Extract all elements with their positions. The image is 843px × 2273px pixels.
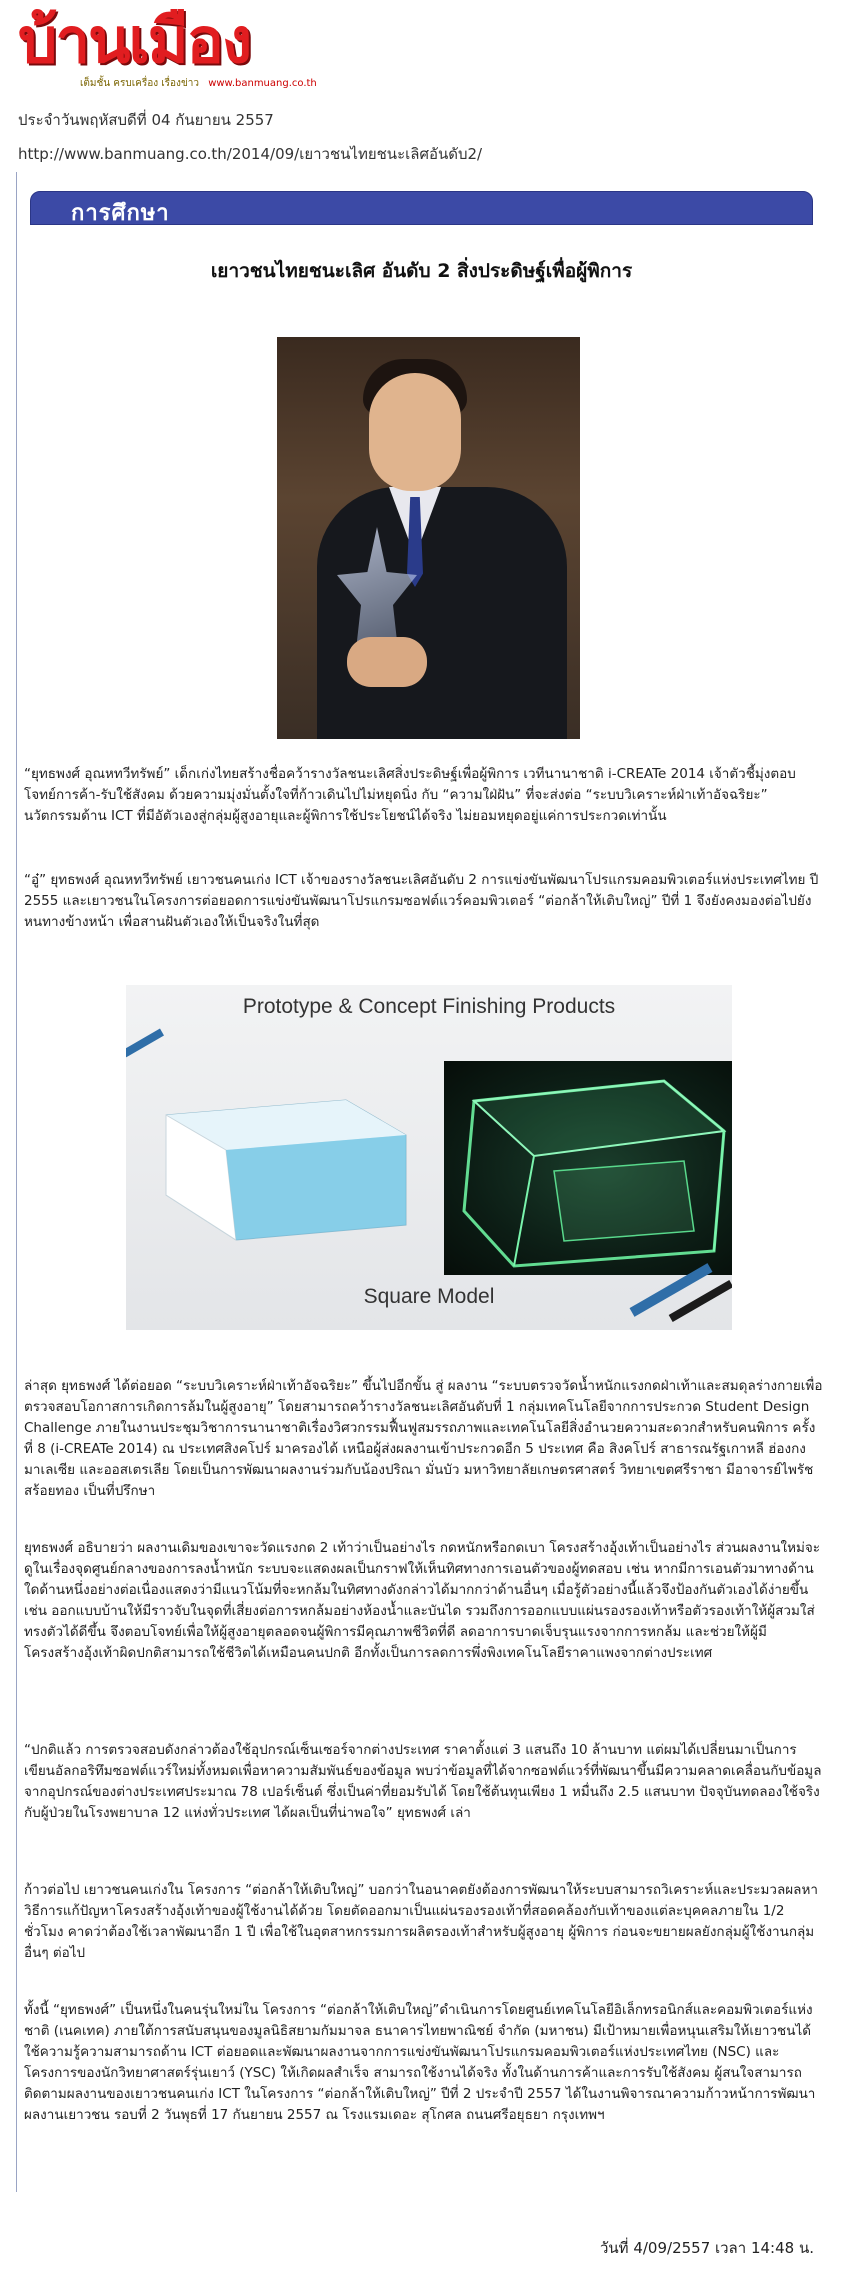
publish-timestamp: วันที่ 4/09/2557 เวลา 14:48 น. [600, 2239, 814, 2257]
section-header [30, 191, 813, 225]
article-paragraph-1: “ยุทธพงศ์ อุณหทวีทรัพย์” เด็กเก่งไทยสร้างชื่อคว้ารางวัลชนะเลิศสิ่งประดิษฐ์เพื่อผู้พิการ เวทีนานาชาติ i-CREATe 2014 เจ้าตัวชี้มุ่งตอบโจทย์การค้า-รับใช้สังคม ด้วยความมุ่งมั่นตั้งใจที่ก้าวเดินไปไม่หยุดนิ่ง กับ “ความใฝ่ฝัน” ที่จะส่งต่อ “ระบบวิเคราะห์ฝ่าเท้าอัจฉริยะ” นวัตกรรมด้าน ICT ที่มีอัตัวเองสู่กลุ่มผู้สูงอายุและผู้พิการใช้ประโยชน์ได้จริง ไม่ยอมหยุดอยู่แค่การประกวดเท่านั้น [24, 766, 796, 824]
article-paragraph-3: ล่าสุด ยุทธพงศ์ ได้ต่อยอด “ระบบวิเคราะห์ฝ่าเท้าอัจฉริยะ” ขึ้นไปอีกขั้น สู่ ผลงาน “ระบบตรวจวัดน้ำหนักแรงกดฝ่าเท้าและสมดุลร่างกายเพื่อตรวจสอบโอกาสการเกิดการล้มในผู้สูงอายุ” โดยสามารถคว้ารางวัลชนะเลิศอันดับที่ 1 กลุ่มเทคโนโลยีจากการประกวด Student Design Challenge ภายในงานประชุมวิชาการนานาชาติเรื่องวิศวกรรมฟื้นฟูสมรรถภาพและเทคโนโลยีสิ่งอำนวยความสะดวกสำหรับคนพิการ ครั้งที่ 8 (i-CREATe 2014) ณ ประเทศสิงคโปร์ มาครองได้ เหนือผู้ส่งผลงานเข้าประกวดอีก 5 ประเทศ คือ สิงคโปร์ สาธารณรัฐเกาหลี ฮ่องกง มาเลเซีย และออสเตรเลีย โดยเป็นการพัฒนาผลงานร่วมกับน้องปริณา มั่นบัว มหาวิทยาลัยเกษตรศาสตร์ วิทยาเขตศรีราชา มีอาจารย์ไพรัช สร้อยทอง เป็นที่ปรึกษา [24, 1378, 823, 1499]
logo-wordmark: บ้านเมือง [18, 4, 251, 77]
issue-date: ประจำวันพฤหัสบดีที่ 04 กันยายน 2557 [18, 111, 274, 129]
portrait-photo [277, 337, 580, 739]
page-frame-line [16, 172, 17, 2192]
photo-suit [317, 487, 567, 739]
decor-stripe [126, 1029, 164, 1066]
diagram-caption: Square Model [363, 1285, 495, 1308]
prototype-photo [444, 1061, 732, 1275]
article-paragraph-4: ยุทธพงศ์ อธิบายว่า ผลงานเดิมของเขาจะวัดแรงกด 2 เท้าว่าเป็นอย่างไร กดหนักหรือกดเบา โครงสร้างอุ้งเท้าเป็นอย่างไร ส่วนผลงานใหม่จะดูในเรื่องจุดศูนย์กลางของการลงน้ำหนัก ระบบจะแสดงผลเป็นกราฟให้เห็นทิศทางการเอนตัวของผู้ทดสอบ เช่น หากมีการเอนตัวมาทางด้านใดด้านหนึ่งอย่างต่อเนื่องแสดงว่ามีแนวโน้มที่จะหกล้มในทิศทางดังกล่าวได้มากกว่าด้านอื่นๆ เมื่อรู้ตัวอย่างนี้แล้วจึงป้องกันตัวเองได้ง่ายขึ้น เช่น ออกแบบบ้านให้มีราวจับในจุดที่เสี่ยงต่อการหกล้มอย่างห้องน้ำและบันได รวมถึงการออกแบบแผ่นรองรองเท้าหรือตัวรองเท้าให้ผู้สวมใส่ทรงตัวได้ดีขึ้น จึงตอบโจทย์เพื่อให้ผู้สูงอายุตลอดจนผู้พิการมีคุณภาพชีวิตที่ดี ลดอาการบาดเจ็บรุนแรงจากการหกล้ม และช่วยให้ผู้มีโครงสร้างอุ้งเท้าผิดปกติสามารถใช้ชีวิตได้เหมือนคนปกติ อีกทั้งเป็นการลดการพึ่งพิงเทคโนโลยีราคาแพงจากต่างประเทศ [24, 1540, 821, 1661]
logo-tagline [80, 76, 317, 91]
article-paragraph-6: ก้าวต่อไป เยาวชนคนเก่งใน โครงการ “ต่อกล้าให้เติบใหญ่” บอกว่าในอนาคตยังต้องการพัฒนาให้ระบบสามารถวิเคราะห์และประมวลผลหาวิธีการแก้ปัญหาโครงสร้างอุ้งเท้าของผู้ใช้งานได้ด้วย โดยตัดออกมาเป็นแผ่นรองรองเท้าที่สอดคล้องกับเท้าของแต่ละบุคคลภายใน 1/2 ชั่วโมง คาดว่าต้องใช้เวลาพัฒนาอีก 1 ปี เพื่อใช้ในอุตสาหกรรมการผลิตรองเท้าสำหรับผู้สูงอายุ ผู้พิการ ก่อนจะขยายผลยังกลุ่มผู้ใช้งานกลุ่มอื่นๆ ต่อไป [24, 1882, 818, 1961]
article-url[interactable]: http://www.banmuang.co.th/2014/09/เยาวชนไทยชนะเลิศอันดับ2/ [18, 145, 483, 163]
tagline-site: www.banmuang.co.th [208, 78, 317, 89]
square-model-render [146, 1075, 416, 1250]
article-headline: เยาวชนไทยชนะเลิศ อันดับ 2 สิ่งประดิษฐ์เพื่อผู้พิการ [210, 260, 633, 282]
article-paragraph-5: “ปกติแล้ว การตรวจสอบดังกล่าวต้องใช้อุปกรณ์เซ็นเซอร์จากต่างประเทศ ราคาตั้งแต่ 3 แสนถึง 10 ล้านบาท แต่ผมได้เปลี่ยนมาเป็นการเขียนอัลกอริทึมซอฟต์แวร์ใหม่ทั้งหมดเพื่อหาความสัมพันธ์ของข้อมูล พบว่าข้อมูลที่ได้จากซอฟต์แวร์ที่พัฒนาขึ้นมีความคลาดเคลื่อนกับข้อมูลจากอุปกรณ์ของต่างประเทศประมาณ 78 เปอร์เซ็นต์ ซึ่งเป็นค่าที่ยอมรับได้ โดยใช้ต้นทุนเพียง 1 หมื่นถึง 2.5 แสนบาท ปัจจุบันทดลองใช้จริงกับผู้ป่วยในโรงพยาบาล 12 แห่งทั่วประเทศ ได้ผลเป็นที่น่าพอใจ” ยุทธพงศ์ เล่า [24, 1742, 822, 1821]
product-diagram [126, 985, 732, 1330]
tagline-text: เต็มชั้น ครบเครื่อง เรื่องข่าว [80, 78, 200, 89]
photo-hand [347, 637, 427, 687]
glowing-prototype-icon [444, 1061, 732, 1275]
article-paragraph-7: ทั้งนี้ “ยุทธพงศ์” เป็นหนึ่งในคนรุ่นใหม่ใน โครงการ “ต่อกล้าให้เติบใหญ่”ดำเนินการโดยศูนย์เทคโนโลยีอิเล็กทรอนิกส์และคอมพิวเตอร์แห่งชาติ (เนคเทค) ภายใต้การสนับสนุนของมูลนิธิสยามกัมมาจล ธนาคารไทยพาณิชย์ จำกัด (มหาชน) มีเป้าหมายเพื่อหนุนเสริมให้เยาวชนได้ใช้ความรู้ความสามารถด้าน ICT ต่อยอดและพัฒนาผลงานจากการแข่งขันพัฒนาโปรแกรมคอมพิวเตอร์แห่งประเทศไทย (NSC) และโครงการของนักวิทยาศาสตร์รุ่นเยาว์ (YSC) ให้เกิดผลสำเร็จ สามารถใช้งานได้จริง ทั้งในด้านการค้าและการรับใช้สังคม ผู้สนใจสามารถติดตามผลงานของเยาวชนคนเก่ง ICT ในโครงการ “ต่อกล้าให้เติบใหญ่” ปีที่ 2 ประจำปี 2557 ได้ในงานพิจารณาความก้าวหน้าการพัฒนาผลงานเยาวชน รอบที่ 2 วันพุธที่ 17 กันยายน 2557 ณ โรงแรมเดอะ สุโกศล ถนนศรีอยุธยา กรุงเทพฯ [24, 2002, 816, 2123]
section-label: การศึกษา [71, 201, 170, 226]
photo-face [369, 373, 461, 491]
diagram-title: Prototype & Concept Finishing Products [242, 995, 616, 1018]
article-paragraph-2: “อู๋” ยุทธพงศ์ อุณหทวีทรัพย์ เยาวชนคนเก่ง ICT เจ้าของรางวัลชนะเลิศอันดับ 2 การแข่งขันพัฒนาโปรแกรมคอมพิวเตอร์แห่งประเทศไทย ปี 2555 และเยาวชนในโครงการต่อยอดการแข่งขันพัฒนาโปรแกรมซอฟต์แวร์คอมพิวเตอร์ “ต่อกล้าให้เติบใหญ่” ปีที่ 1 จึงยังคงมองต่อไปยังหนทางข้างหน้า เพื่อสานฝันตัวเองให้เป็นจริงในที่สุด [24, 872, 819, 930]
masthead-logo [18, 6, 338, 96]
